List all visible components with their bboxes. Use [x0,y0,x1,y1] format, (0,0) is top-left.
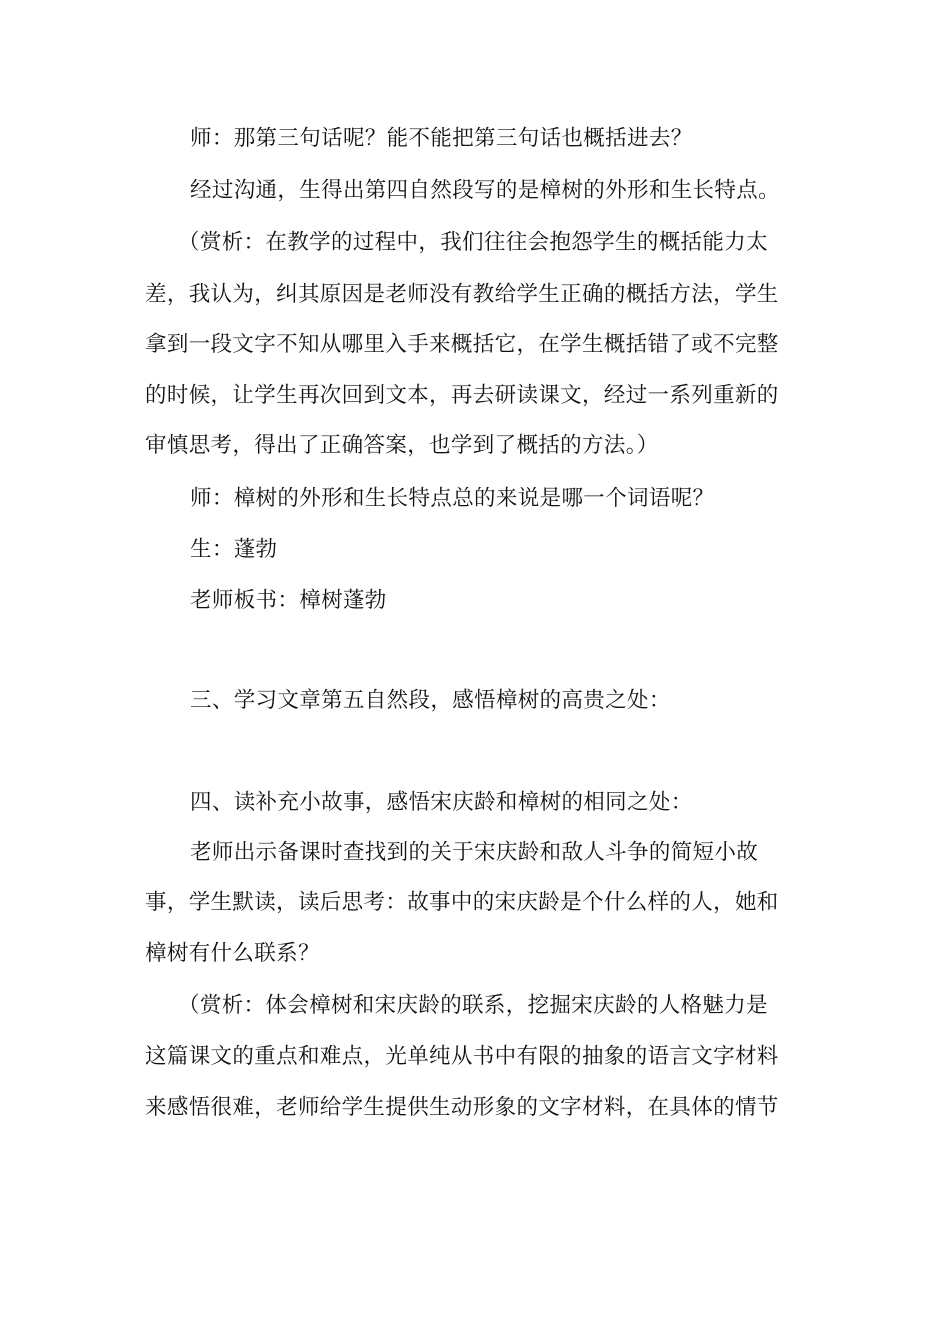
paragraph-line: 师：樟树的外形和生长特点总的来说是哪一个词语呢？ [190,486,715,511]
paragraph-line: 这篇课文的重点和难点，光单纯从书中有限的抽象的语言文字材料 [145,1044,779,1069]
paragraph-line: （赏析：体会樟树和宋庆龄的联系，挖掘宋庆龄的人格魅力是 [178,993,768,1018]
paragraph-line: 樟树有什么联系？ [145,941,320,966]
paragraph-line: （赏析：在教学的过程中，我们往往会抱怨学生的概括能力太 [178,230,768,255]
paragraph-line: 生：蓬勃 [190,537,278,562]
paragraph-line: 来感悟很难，老师给学生提供生动形象的文字材料，在具体的情节 [145,1095,779,1120]
paragraph-line: 事，学生默读，读后思考：故事中的宋庆龄是个什么样的人，她和 [145,890,779,915]
paragraph-line: 老师板书：樟树蓬勃 [190,588,387,613]
paragraph-line: 审慎思考，得出了正确答案，也学到了概括的方法。） [145,433,659,458]
section-heading: 四、读补充小故事，感悟宋庆龄和樟树的相同之处： [190,790,693,815]
paragraph-line: 师：那第三句话呢？能不能把第三句话也概括进去？ [190,126,693,151]
paragraph-line: 差，我认为，纠其原因是老师没有教给学生正确的概括方法，学生 [145,282,779,307]
paragraph-line: 的时候，让学生再次回到文本，再去研读课文，经过一系列重新的 [145,383,779,408]
paragraph-line: 经过沟通，生得出第四自然段写的是樟树的外形和生长特点。 [190,178,780,203]
paragraph-line: 老师出示备课时查找到的关于宋庆龄和敌人斗争的简短小故 [190,840,759,865]
section-heading: 三、学习文章第五自然段，感悟樟树的高贵之处： [190,688,671,713]
paragraph-line: 拿到一段文字不知从哪里入手来概括它，在学生概括错了或不完整 [145,332,779,357]
